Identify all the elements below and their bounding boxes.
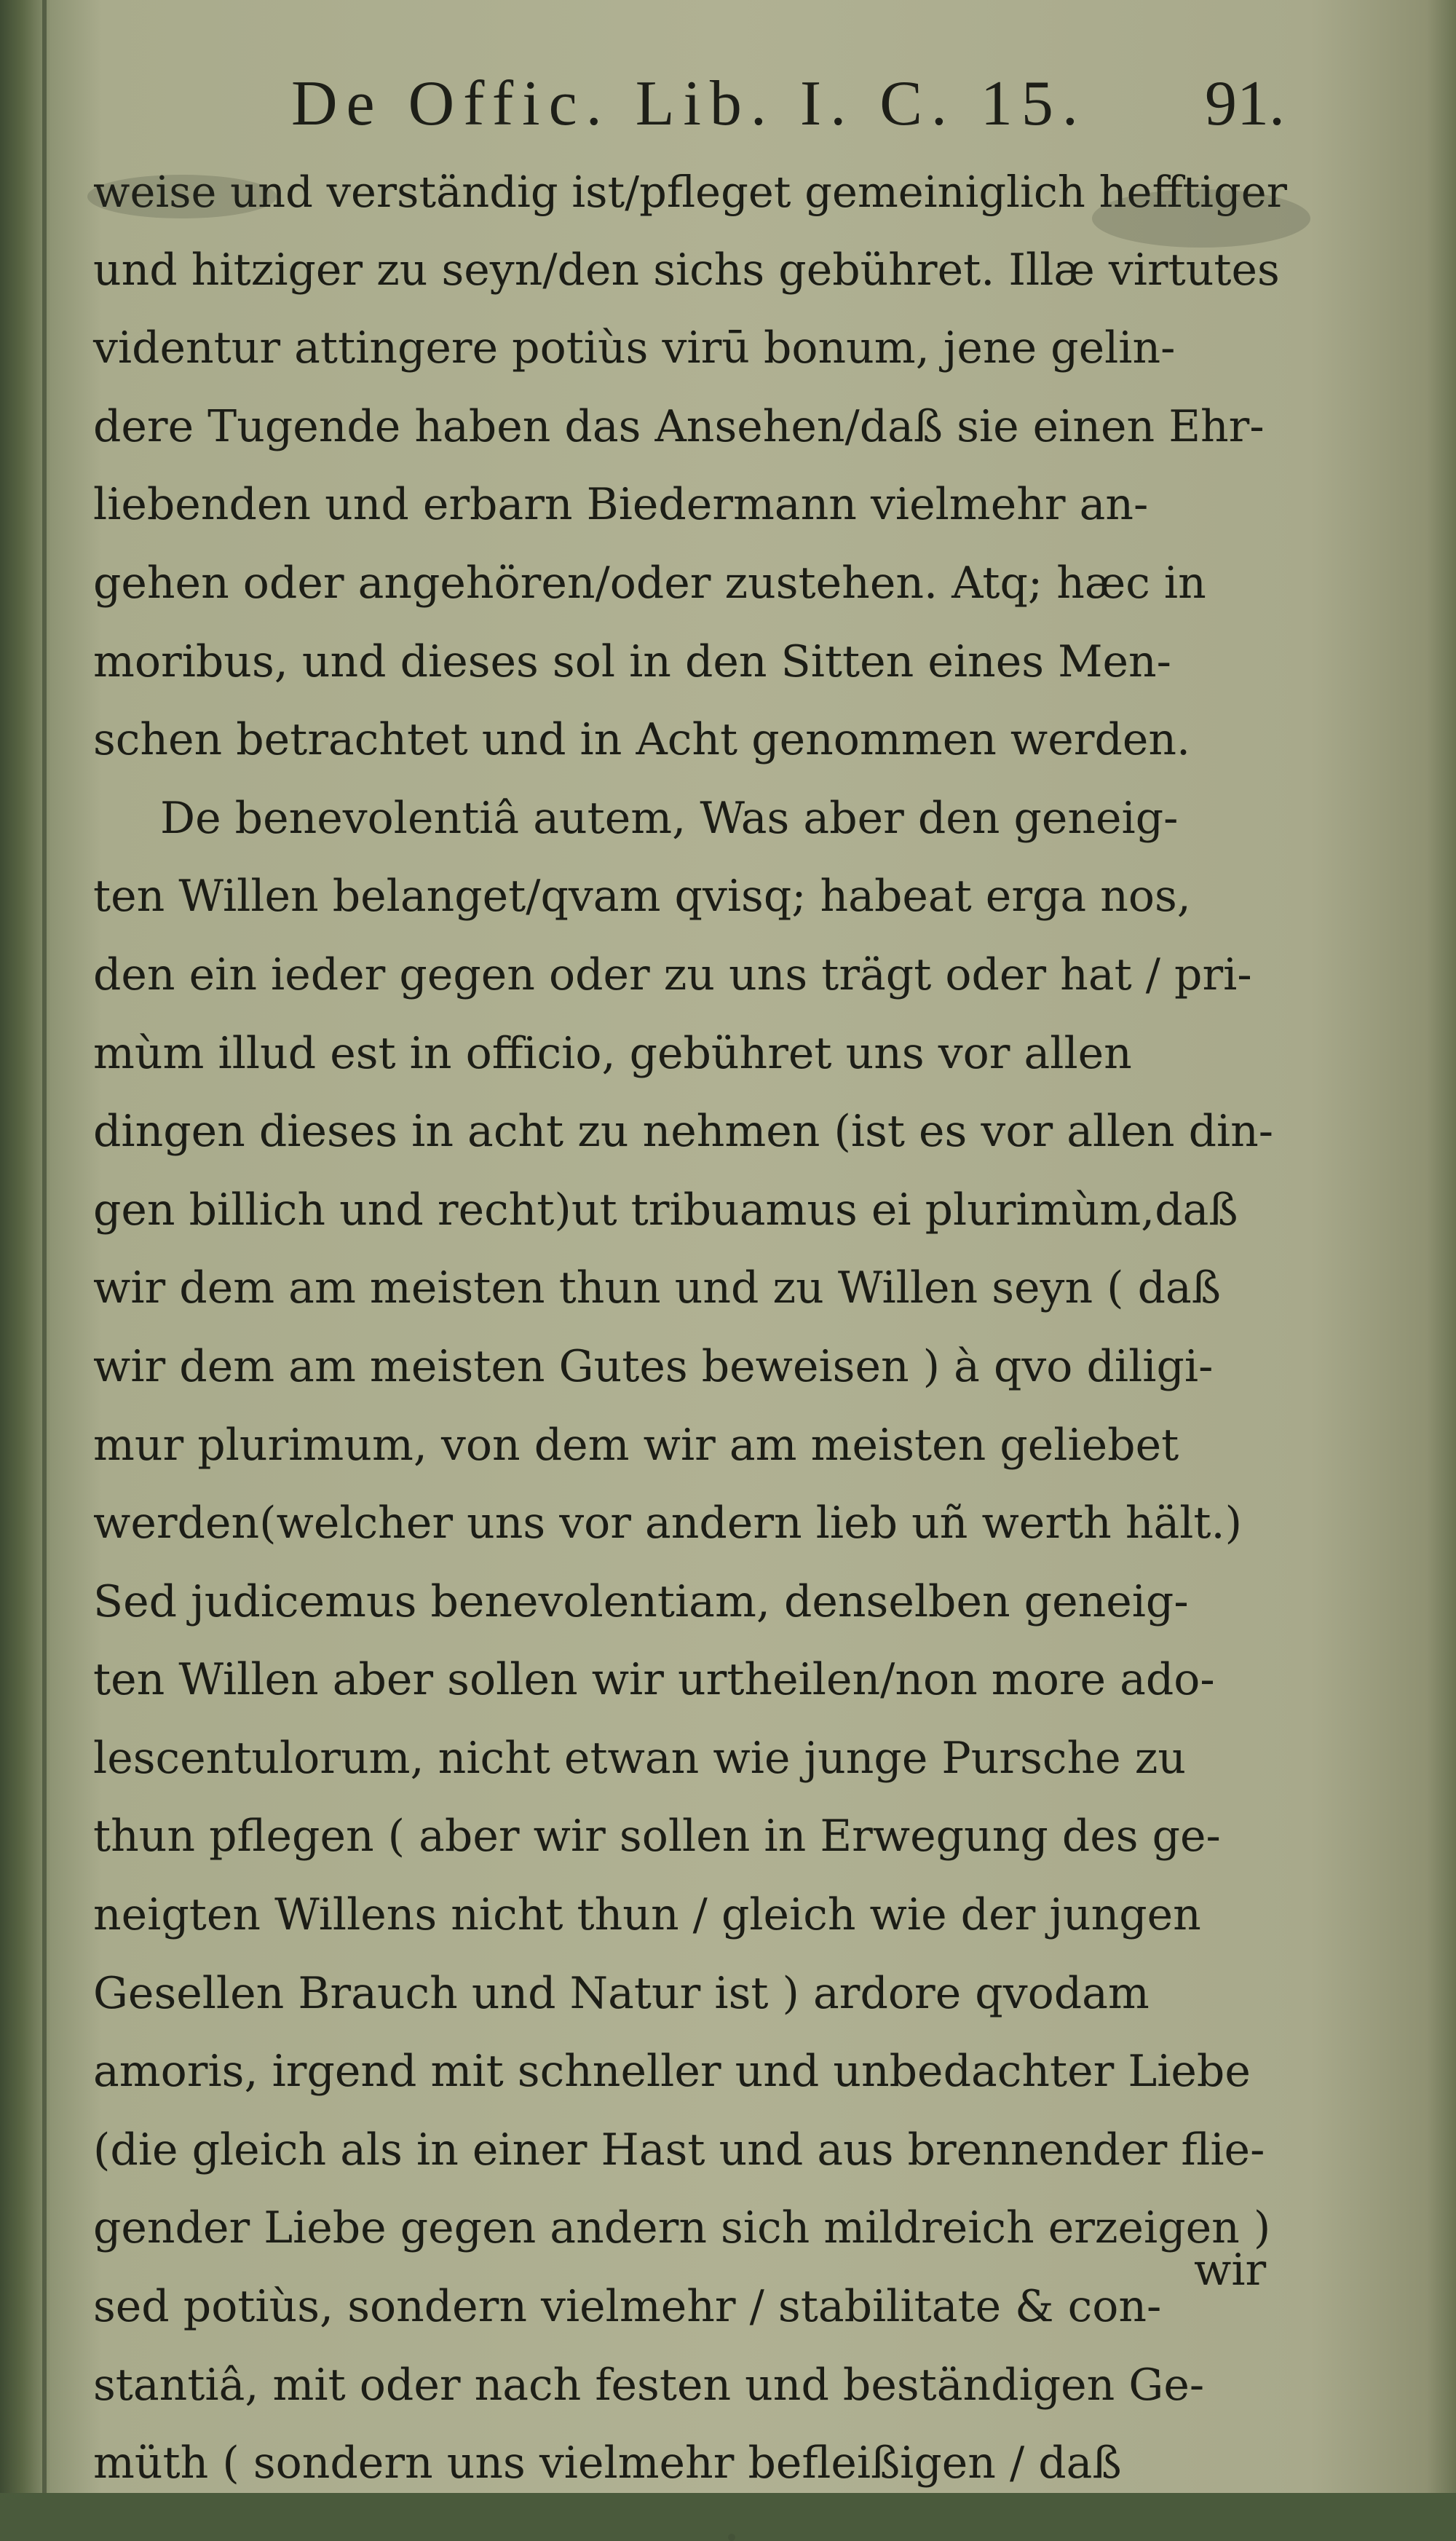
gutter-shadow: [42, 0, 47, 2493]
text-line: dere Tugende haben das Ansehen/daß sie einen Ehr-: [93, 400, 1265, 452]
text-line: mur plurimum, von dem wir am meisten geliebet: [93, 1419, 1179, 1471]
running-header: [291, 67, 1383, 154]
text-line: gen billich und recht)ut tribuamus ei plurimùm,daß: [93, 1184, 1238, 1236]
text-line: videntur attingere potiùs virū bonum, jene gelin-: [93, 323, 1176, 374]
text-line: Gesellen Brauch und Natur ist ) ardore qvodam: [93, 1967, 1150, 2019]
text-line: liebenden und erbarn Biedermann vielmehr an-: [93, 479, 1149, 531]
text-line: wir dem am meisten thun und zu Willen seyn ( daß: [93, 1262, 1221, 1314]
text-line: werden(welcher uns vor andern lieb uñ werth hält.): [93, 1498, 1243, 1549]
text-line: weise und verständig ist/pfleget gemeiniglich hefftiger: [93, 167, 1287, 217]
text-line: stantiâ, mit oder nach festen und beständigen Ge-: [93, 2359, 1205, 2411]
catchword: wir: [1194, 2245, 1267, 2296]
text-line: schen betrachtet und in Acht genommen werden.: [93, 714, 1191, 766]
text-line: thun pflegen ( aber wir sollen in Erwegung des ge-: [93, 1811, 1221, 1862]
page-number: 91.: [1205, 68, 1285, 139]
text-line: und hitziger zu seyn/den sichs gebühret. Illæ virtutes: [93, 244, 1280, 296]
text-line: sed potiùs, sondern vielmehr / stabilitate & con-: [93, 2281, 1162, 2333]
text-line: ten Willen belanget/qvam qvisq; habeat erga nos,: [93, 871, 1191, 922]
text-line: amoris, irgend mit schneller und unbedachter Liebe: [93, 2046, 1251, 2098]
text-line: dingen dieses in acht zu nehmen (ist es vor allen din-: [93, 1106, 1274, 1158]
text-line: gender Liebe gegen andern sich mildreich erzeigen ): [93, 2202, 1271, 2254]
text-line: moribus, und dieses sol in den Sitten eines Men-: [93, 636, 1171, 687]
text-line: müth ( sondern uns vielmehr befleißigen / daß: [93, 2438, 1122, 2489]
text-line: mùm illud est in officio, gebühret uns vor allen: [93, 1027, 1132, 1079]
ink-smudge: [728, 2534, 735, 2541]
text-line: (die gleich als in einer Hast und aus brennender flie-: [93, 2124, 1265, 2176]
text-line: den ein ieder gegen oder zu uns trägt oder hat / pri-: [93, 949, 1252, 1000]
text-line: gehen oder angehören/oder zustehen. Atq; hæc in: [93, 557, 1206, 609]
text-line: ten Willen aber sollen wir urtheilen/non more ado-: [93, 1654, 1215, 1706]
paragraph-start-line: De benevolentiâ autem, Was aber den geneig-: [160, 792, 1179, 844]
text-line: wir dem am meisten Gutes beweisen ) à qvo diligi-: [93, 1340, 1214, 1392]
running-title: De Offic. Lib. I. C. 15.: [291, 68, 1087, 139]
text-line: neigten Willens nicht thun / gleich wie der jungen: [93, 1889, 1201, 1941]
text-line: lescentulorum, nicht etwan wie junge Pursche zu: [93, 1732, 1186, 1784]
body-text: [93, 153, 1287, 2503]
text-line: Sed judicemus benevolentiam, denselben geneig-: [93, 1576, 1189, 1627]
